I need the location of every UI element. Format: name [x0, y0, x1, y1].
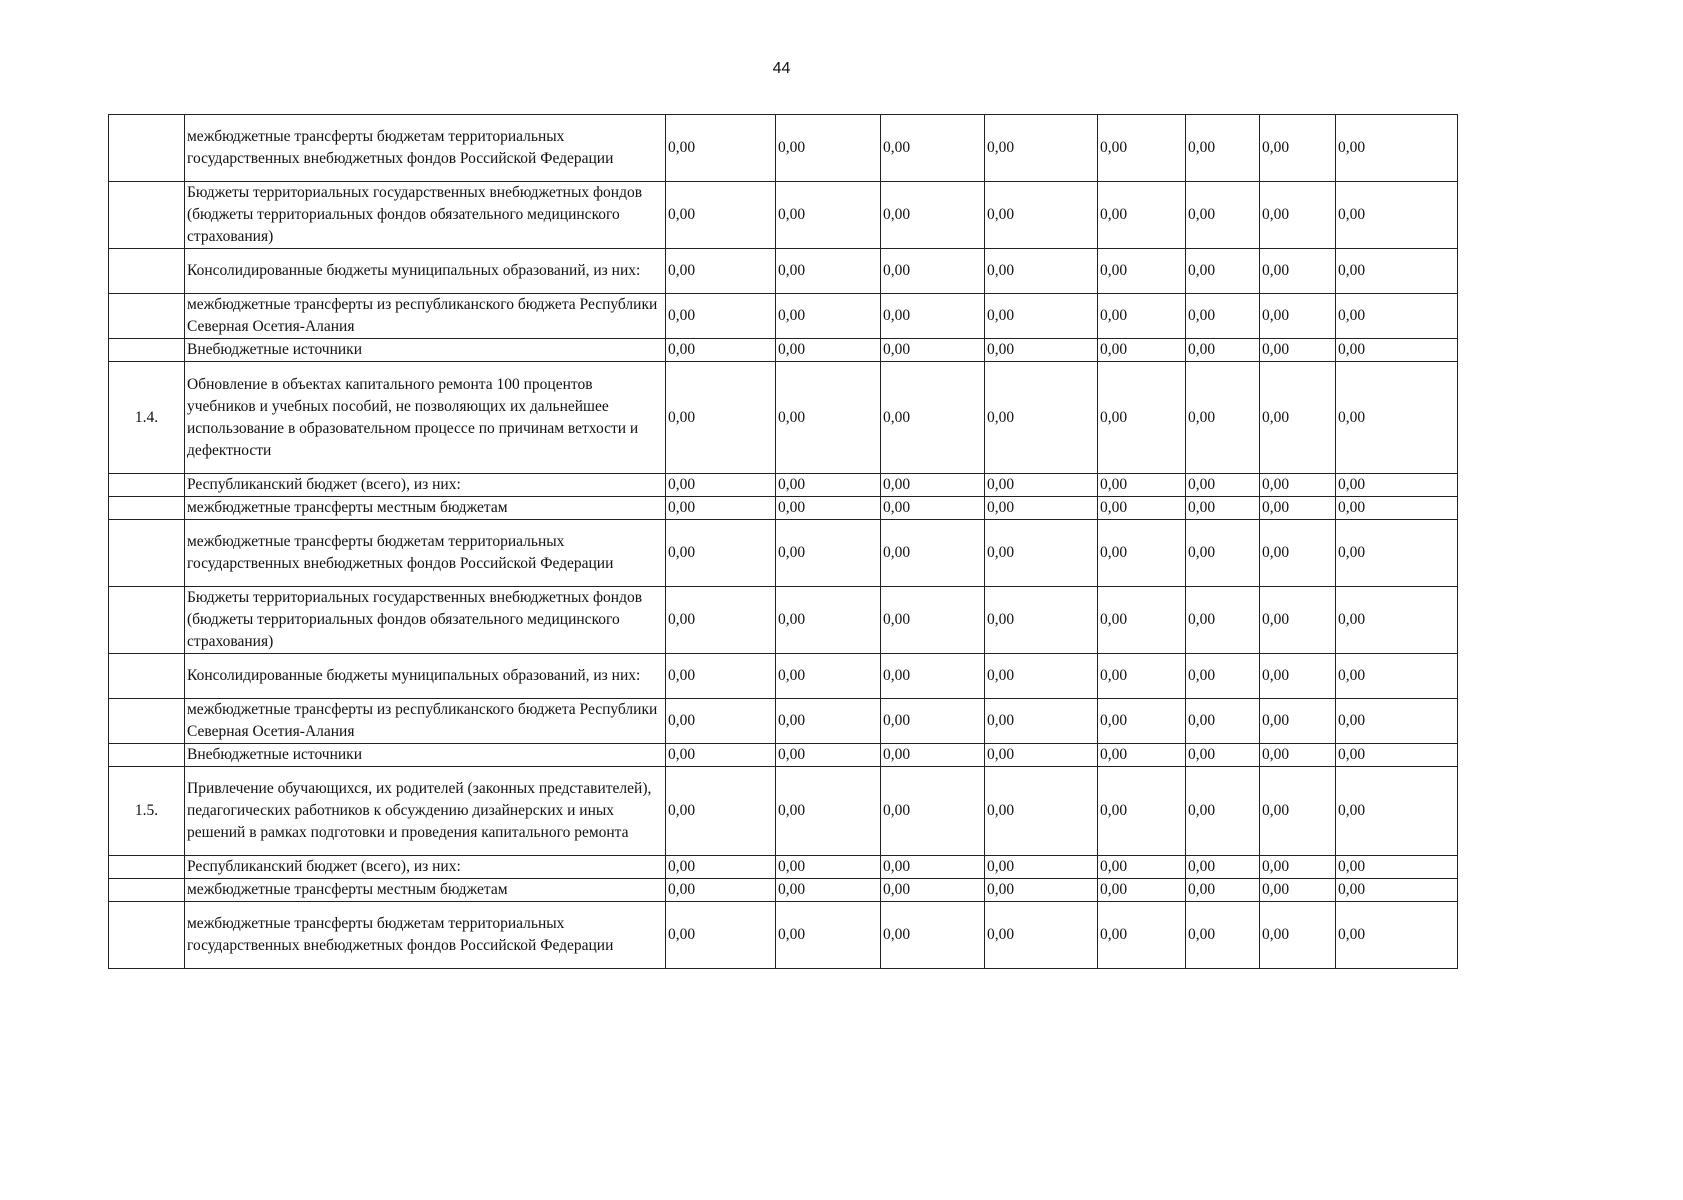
value-cell: 0,00 [1098, 474, 1186, 497]
value-cell: 0,00 [1260, 520, 1336, 587]
row-number-cell [109, 856, 185, 879]
value-cell: 0,00 [1260, 654, 1336, 699]
value-cell: 0,00 [666, 474, 776, 497]
value-cell: 0,00 [1260, 699, 1336, 744]
value-cell: 0,00 [1260, 115, 1336, 182]
table-body [109, 115, 1458, 969]
value-cell: 0,00 [881, 587, 985, 654]
row-number-cell [109, 182, 185, 249]
table-row [109, 497, 1458, 520]
page-number: 44 [772, 60, 791, 77]
row-description-cell: Республиканский бюджет (всего), из них: [185, 856, 666, 879]
row-description-cell: Бюджеты территориальных государственных внебюджетных фондов (бюджеты территориальных фондов обязательного медицинского страхования) [185, 182, 666, 249]
table-row [109, 767, 1458, 856]
value-cell: 0,00 [1186, 362, 1260, 474]
table-row [109, 362, 1458, 474]
value-cell: 0,00 [1260, 362, 1336, 474]
value-cell: 0,00 [1260, 902, 1336, 969]
value-cell: 0,00 [881, 856, 985, 879]
row-number-cell [109, 497, 185, 520]
value-cell: 0,00 [1186, 879, 1260, 902]
row-number-cell [109, 699, 185, 744]
row-number-cell [109, 294, 185, 339]
value-cell: 0,00 [1186, 767, 1260, 856]
value-cell: 0,00 [1098, 654, 1186, 699]
value-cell: 0,00 [666, 902, 776, 969]
value-cell: 0,00 [1186, 115, 1260, 182]
value-cell: 0,00 [666, 294, 776, 339]
row-description-cell: Консолидированные бюджеты муниципальных образований, из них: [185, 249, 666, 294]
value-cell: 0,00 [1260, 767, 1336, 856]
value-cell: 0,00 [776, 474, 881, 497]
value-cell: 0,00 [1098, 294, 1186, 339]
table-row [109, 879, 1458, 902]
value-cell: 0,00 [1098, 362, 1186, 474]
value-cell: 0,00 [666, 339, 776, 362]
row-number-cell [109, 115, 185, 182]
row-description-cell: Республиканский бюджет (всего), из них: [185, 474, 666, 497]
row-description-cell: межбюджетные трансферты бюджетам территориальных государственных внебюджетных фондов Российской Федерации [185, 115, 666, 182]
value-cell: 0,00 [1098, 182, 1186, 249]
value-cell: 0,00 [985, 520, 1098, 587]
table-row [109, 902, 1458, 969]
value-cell: 0,00 [1186, 182, 1260, 249]
budget-table [108, 114, 1458, 969]
value-cell: 0,00 [1336, 249, 1458, 294]
value-cell: 0,00 [985, 339, 1098, 362]
value-cell: 0,00 [881, 520, 985, 587]
value-cell: 0,00 [1098, 497, 1186, 520]
value-cell: 0,00 [985, 182, 1098, 249]
row-description-cell: Бюджеты территориальных государственных внебюджетных фондов (бюджеты территориальных фондов обязательного медицинского страхования) [185, 587, 666, 654]
value-cell: 0,00 [1098, 767, 1186, 856]
value-cell: 0,00 [1260, 879, 1336, 902]
value-cell: 0,00 [666, 115, 776, 182]
value-cell: 0,00 [1260, 587, 1336, 654]
value-cell: 0,00 [881, 497, 985, 520]
value-cell: 0,00 [985, 654, 1098, 699]
value-cell: 0,00 [1098, 587, 1186, 654]
value-cell: 0,00 [1336, 902, 1458, 969]
value-cell: 0,00 [1186, 654, 1260, 699]
value-cell: 0,00 [1098, 744, 1186, 767]
value-cell: 0,00 [1260, 294, 1336, 339]
value-cell: 0,00 [1336, 497, 1458, 520]
value-cell: 0,00 [881, 182, 985, 249]
table-row [109, 115, 1458, 182]
row-number-cell [109, 587, 185, 654]
value-cell: 0,00 [776, 699, 881, 744]
value-cell: 0,00 [985, 902, 1098, 969]
table-row [109, 744, 1458, 767]
value-cell: 0,00 [1098, 699, 1186, 744]
value-cell: 0,00 [1098, 902, 1186, 969]
value-cell: 0,00 [776, 744, 881, 767]
value-cell: 0,00 [1260, 744, 1336, 767]
table-row [109, 294, 1458, 339]
row-number-cell [109, 879, 185, 902]
value-cell: 0,00 [1336, 474, 1458, 497]
row-number-cell [109, 520, 185, 587]
table-row [109, 856, 1458, 879]
value-cell: 0,00 [666, 699, 776, 744]
value-cell: 0,00 [1098, 339, 1186, 362]
value-cell: 0,00 [1336, 654, 1458, 699]
row-number-cell [109, 744, 185, 767]
value-cell: 0,00 [1260, 474, 1336, 497]
value-cell: 0,00 [1186, 294, 1260, 339]
value-cell: 0,00 [666, 182, 776, 249]
value-cell: 0,00 [881, 767, 985, 856]
value-cell: 0,00 [666, 520, 776, 587]
value-cell: 0,00 [666, 879, 776, 902]
value-cell: 0,00 [1260, 856, 1336, 879]
value-cell: 0,00 [666, 744, 776, 767]
value-cell: 0,00 [985, 699, 1098, 744]
value-cell: 0,00 [1186, 744, 1260, 767]
value-cell: 0,00 [666, 767, 776, 856]
value-cell: 0,00 [1336, 767, 1458, 856]
value-cell: 0,00 [1260, 182, 1336, 249]
value-cell: 0,00 [881, 339, 985, 362]
value-cell: 0,00 [985, 474, 1098, 497]
row-description-cell: межбюджетные трансферты бюджетам территориальных государственных внебюджетных фондов Российской Федерации [185, 520, 666, 587]
value-cell: 0,00 [881, 902, 985, 969]
value-cell: 0,00 [666, 497, 776, 520]
table-row [109, 654, 1458, 699]
value-cell: 0,00 [1336, 339, 1458, 362]
value-cell: 0,00 [1336, 587, 1458, 654]
value-cell: 0,00 [1336, 362, 1458, 474]
value-cell: 0,00 [1186, 856, 1260, 879]
value-cell: 0,00 [985, 587, 1098, 654]
row-description-cell: Обновление в объектах капитального ремонта 100 процентов учебников и учебных пособий, не позволяющих их дальнейшее использование в образовательном процессе по причинам ветхости и дефектности [185, 362, 666, 474]
row-number-cell: 1.4. [109, 362, 185, 474]
value-cell: 0,00 [985, 249, 1098, 294]
value-cell: 0,00 [881, 294, 985, 339]
value-cell: 0,00 [1336, 294, 1458, 339]
value-cell: 0,00 [1186, 902, 1260, 969]
value-cell: 0,00 [1336, 879, 1458, 902]
value-cell: 0,00 [881, 249, 985, 294]
table-row [109, 587, 1458, 654]
value-cell: 0,00 [985, 294, 1098, 339]
value-cell: 0,00 [1336, 182, 1458, 249]
value-cell: 0,00 [1186, 587, 1260, 654]
value-cell: 0,00 [776, 520, 881, 587]
value-cell: 0,00 [1336, 744, 1458, 767]
value-cell: 0,00 [776, 587, 881, 654]
value-cell: 0,00 [666, 249, 776, 294]
table-row [109, 699, 1458, 744]
value-cell: 0,00 [666, 362, 776, 474]
value-cell: 0,00 [985, 767, 1098, 856]
value-cell: 0,00 [1336, 115, 1458, 182]
row-description-cell: межбюджетные трансферты бюджетам территориальных государственных внебюджетных фондов Российской Федерации [185, 902, 666, 969]
value-cell: 0,00 [776, 362, 881, 474]
value-cell: 0,00 [776, 902, 881, 969]
value-cell: 0,00 [776, 856, 881, 879]
value-cell: 0,00 [1336, 856, 1458, 879]
value-cell: 0,00 [1336, 520, 1458, 587]
value-cell: 0,00 [1260, 249, 1336, 294]
row-number-cell [109, 902, 185, 969]
value-cell: 0,00 [985, 879, 1098, 902]
value-cell: 0,00 [1260, 339, 1336, 362]
value-cell: 0,00 [881, 362, 985, 474]
value-cell: 0,00 [776, 339, 881, 362]
value-cell: 0,00 [776, 249, 881, 294]
value-cell: 0,00 [881, 474, 985, 497]
value-cell: 0,00 [881, 744, 985, 767]
row-description-cell: межбюджетные трансферты из республиканского бюджета Республики Северная Осетия-Алания [185, 294, 666, 339]
value-cell: 0,00 [776, 294, 881, 339]
value-cell: 0,00 [776, 767, 881, 856]
row-description-cell: межбюджетные трансферты местным бюджетам [185, 497, 666, 520]
table-row [109, 520, 1458, 587]
row-description-cell: Привлечение обучающихся, их родителей (законных представителей), педагогических работников к обсуждению дизайнерских и иных решений в рамках подготовки и проведения капитального ремонта [185, 767, 666, 856]
value-cell: 0,00 [1260, 497, 1336, 520]
row-number-cell [109, 474, 185, 497]
value-cell: 0,00 [1098, 249, 1186, 294]
table-row [109, 182, 1458, 249]
value-cell: 0,00 [985, 744, 1098, 767]
value-cell: 0,00 [776, 182, 881, 249]
value-cell: 0,00 [1186, 474, 1260, 497]
table-row [109, 474, 1458, 497]
row-number-cell [109, 339, 185, 362]
table-row [109, 339, 1458, 362]
value-cell: 0,00 [1186, 339, 1260, 362]
value-cell: 0,00 [1098, 856, 1186, 879]
value-cell: 0,00 [666, 587, 776, 654]
value-cell: 0,00 [1098, 879, 1186, 902]
value-cell: 0,00 [1098, 520, 1186, 587]
value-cell: 0,00 [881, 115, 985, 182]
value-cell: 0,00 [1186, 249, 1260, 294]
table-row [109, 249, 1458, 294]
row-description-cell: Внебюджетные источники [185, 339, 666, 362]
value-cell: 0,00 [1336, 699, 1458, 744]
row-number-cell [109, 249, 185, 294]
value-cell: 0,00 [776, 879, 881, 902]
value-cell: 0,00 [881, 879, 985, 902]
row-number-cell [109, 654, 185, 699]
value-cell: 0,00 [985, 497, 1098, 520]
value-cell: 0,00 [985, 856, 1098, 879]
value-cell: 0,00 [881, 699, 985, 744]
value-cell: 0,00 [985, 362, 1098, 474]
value-cell: 0,00 [666, 856, 776, 879]
value-cell: 0,00 [776, 115, 881, 182]
row-description-cell: межбюджетные трансферты из республиканского бюджета Республики Северная Осетия-Алания [185, 699, 666, 744]
value-cell: 0,00 [1186, 497, 1260, 520]
row-description-cell: Внебюджетные источники [185, 744, 666, 767]
value-cell: 0,00 [1186, 699, 1260, 744]
value-cell: 0,00 [1098, 115, 1186, 182]
value-cell: 0,00 [666, 654, 776, 699]
value-cell: 0,00 [776, 654, 881, 699]
value-cell: 0,00 [881, 654, 985, 699]
value-cell: 0,00 [1186, 520, 1260, 587]
row-number-cell: 1.5. [109, 767, 185, 856]
row-description-cell: межбюджетные трансферты местным бюджетам [185, 879, 666, 902]
value-cell: 0,00 [985, 115, 1098, 182]
row-description-cell: Консолидированные бюджеты муниципальных образований, из них: [185, 654, 666, 699]
value-cell: 0,00 [776, 497, 881, 520]
